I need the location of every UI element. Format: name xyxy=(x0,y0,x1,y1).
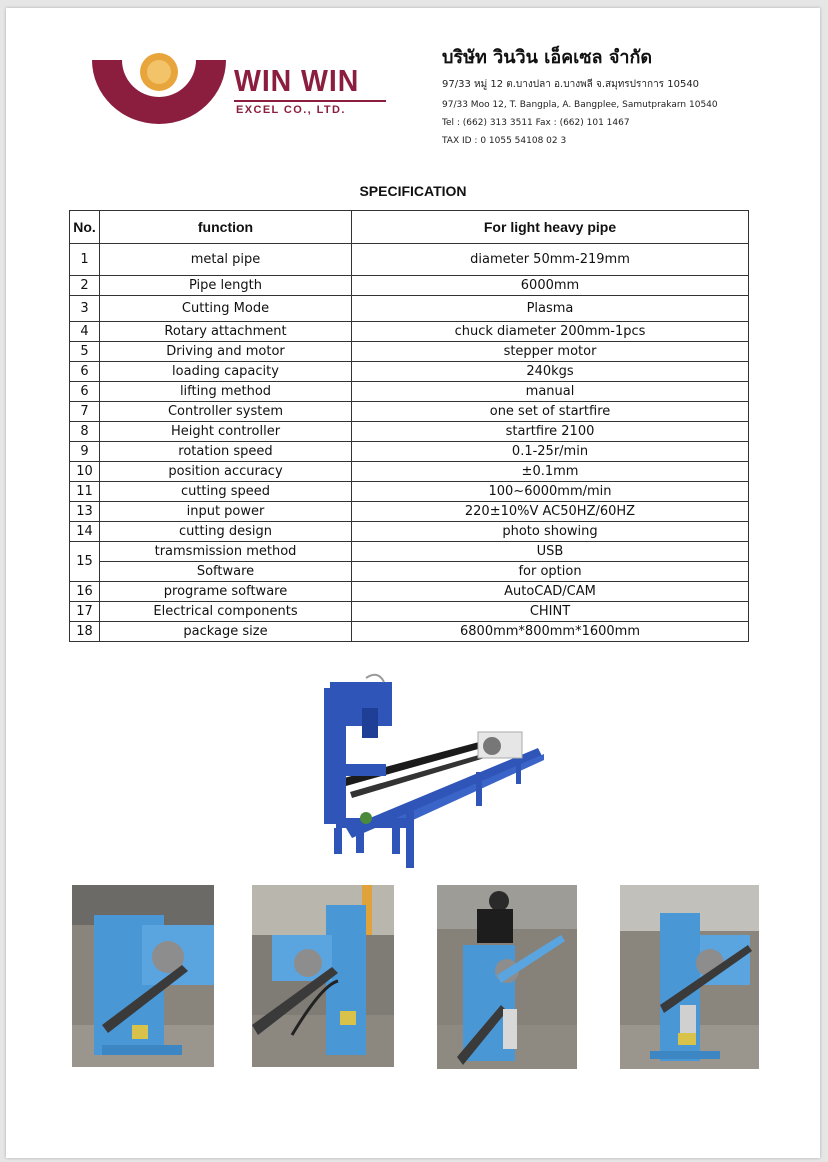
machine-photo-3 xyxy=(437,885,577,1069)
row-no: 18 xyxy=(70,622,100,642)
row-value: diameter 50mm-219mm xyxy=(352,244,749,276)
table-row xyxy=(70,296,749,322)
row-no: 6 xyxy=(70,382,100,402)
row-no: 9 xyxy=(70,442,100,462)
row-function: loading capacity xyxy=(100,362,352,382)
table-row xyxy=(70,622,749,642)
company-info xyxy=(442,42,718,146)
row-no: 8 xyxy=(70,422,100,442)
row-value: ±0.1mm xyxy=(352,462,749,482)
spec-table xyxy=(69,210,749,642)
table-row xyxy=(70,522,749,542)
spec-title: SPECIFICATION xyxy=(359,183,467,199)
row-function: Cutting Mode xyxy=(100,296,352,322)
row-value: AutoCAD/CAM xyxy=(352,582,749,602)
row-no: 11 xyxy=(70,482,100,502)
spec-sheet-page xyxy=(6,8,820,1158)
row-no: 5 xyxy=(70,342,100,362)
row-value: 220±10%V AC50HZ/60HZ xyxy=(352,502,749,522)
table-row xyxy=(70,562,749,582)
table-row xyxy=(70,482,749,502)
row-value: startfire 2100 xyxy=(352,422,749,442)
logo-text: WIN WIN xyxy=(234,63,360,98)
row-no: 10 xyxy=(70,462,100,482)
row-no: 14 xyxy=(70,522,100,542)
table-row xyxy=(70,322,749,342)
address-english: 97/33 Moo 12, T. Bangpla, A. Bangplee, Samutprakarn 10540 xyxy=(442,100,718,110)
table-row xyxy=(70,422,749,442)
row-value: 6000mm xyxy=(352,276,749,296)
row-function: package size xyxy=(100,622,352,642)
table-row xyxy=(70,502,749,522)
company-logo xyxy=(88,52,388,132)
table-row xyxy=(70,244,749,276)
row-function: tramsmission method xyxy=(100,542,352,562)
table-row xyxy=(70,442,749,462)
logo-emblem-icon xyxy=(88,52,238,132)
row-value: Plasma xyxy=(352,296,749,322)
row-function: Software xyxy=(100,562,352,582)
table-row xyxy=(70,542,749,562)
row-function: position accuracy xyxy=(100,462,352,482)
row-value: for option xyxy=(352,562,749,582)
table-row xyxy=(70,382,749,402)
row-function: metal pipe xyxy=(100,244,352,276)
contact-line: Tel : (662) 313 3511 Fax : (662) 101 1467 xyxy=(442,118,630,128)
row-no: 3 xyxy=(70,296,100,322)
row-function: Height controller xyxy=(100,422,352,442)
header-value: For light heavy pipe xyxy=(352,211,749,244)
row-function: rotation speed xyxy=(100,442,352,462)
row-value: CHINT xyxy=(352,602,749,622)
table-row xyxy=(70,462,749,482)
table-row xyxy=(70,276,749,296)
header-no: No. xyxy=(70,211,100,244)
row-function: cutting design xyxy=(100,522,352,542)
row-no: 17 xyxy=(70,602,100,622)
spec-header-row xyxy=(70,211,749,244)
row-no: 2 xyxy=(70,276,100,296)
row-value: one set of startfire xyxy=(352,402,749,422)
row-value: 0.1-25r/min xyxy=(352,442,749,462)
machine-photo-1 xyxy=(72,885,214,1067)
table-row xyxy=(70,402,749,422)
company-name-thai: บริษัท วินวิน เอ็คเซล จำกัด xyxy=(442,47,653,68)
table-row xyxy=(70,342,749,362)
logo-divider xyxy=(234,100,386,102)
machine-photo-2 xyxy=(252,885,394,1067)
row-no: 15 xyxy=(70,542,100,582)
row-function: Pipe length xyxy=(100,276,352,296)
table-row xyxy=(70,602,749,622)
row-no: 16 xyxy=(70,582,100,602)
row-value: chuck diameter 200mm-1pcs xyxy=(352,322,749,342)
row-function: Controller system xyxy=(100,402,352,422)
table-row xyxy=(70,362,749,382)
address-thai: 97/33 หมู่ 12 ต.บางปลา อ.บางพลี จ.สมุทรปราการ 10540 xyxy=(442,79,700,90)
row-no: 7 xyxy=(70,402,100,422)
machine-photo-4 xyxy=(620,885,759,1069)
row-function: Rotary attachment xyxy=(100,322,352,342)
row-value: photo showing xyxy=(352,522,749,542)
header-function: function xyxy=(100,211,352,244)
row-function: Driving and motor xyxy=(100,342,352,362)
row-value: manual xyxy=(352,382,749,402)
row-function: programe software xyxy=(100,582,352,602)
row-no: 13 xyxy=(70,502,100,522)
row-function: cutting speed xyxy=(100,482,352,502)
row-no: 4 xyxy=(70,322,100,342)
row-function: input power xyxy=(100,502,352,522)
row-function: Electrical components xyxy=(100,602,352,622)
tax-id: TAX ID : 0 1055 54108 02 3 xyxy=(442,136,567,146)
row-value: 100~6000mm/min xyxy=(352,482,749,502)
logo-subtitle: EXCEL CO., LTD. xyxy=(236,104,346,116)
row-no: 1 xyxy=(70,244,100,276)
row-value: stepper motor xyxy=(352,342,749,362)
machine-product-image xyxy=(306,668,546,874)
row-function: lifting method xyxy=(100,382,352,402)
row-value: USB xyxy=(352,542,749,562)
row-value: 6800mm*800mm*1600mm xyxy=(352,622,749,642)
row-value: 240kgs xyxy=(352,362,749,382)
row-no: 6 xyxy=(70,362,100,382)
table-row xyxy=(70,582,749,602)
